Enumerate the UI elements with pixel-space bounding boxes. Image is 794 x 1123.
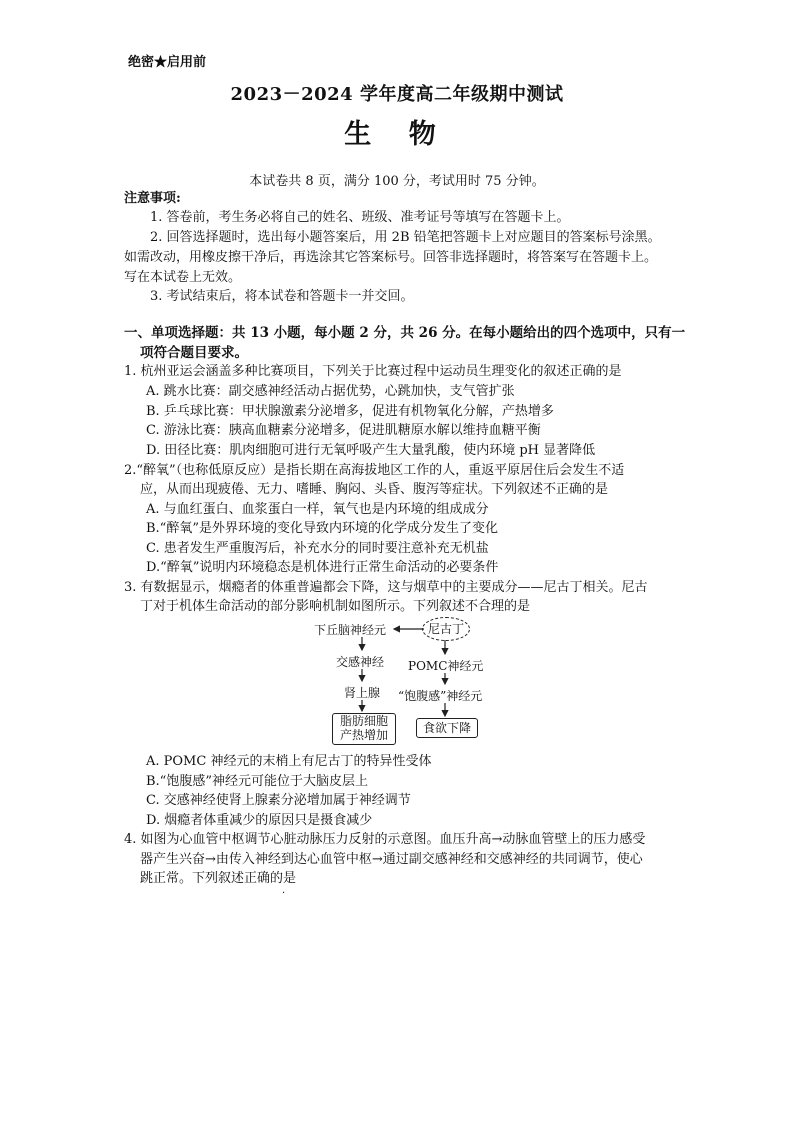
exam-title: 2023－2024 学年度高二年级期中测试 [230, 84, 564, 105]
question-3-option-c: C. 交感神经使肾上腺素分泌增加属于神经调节 [146, 793, 411, 808]
hypothalamus-neuron-label: 下丘脑神经元 [314, 623, 387, 637]
pomc-neuron-label: POMC神经元 [408, 659, 484, 673]
confidential-label: 绝密★启用前 [128, 55, 207, 70]
exam-info: 本试卷共 8 页，满分 100 分，考试用时 75 分钟。 [249, 174, 545, 189]
question-3-stem: 3. 有数据显示，烟瘾者的体重普遍都会下降，这与烟草中的主要成分——尼古丁相关。尼古 [124, 580, 648, 595]
question-3-option-b: B.“饱腹感”神经元可能位于大脑皮层上 [146, 774, 368, 789]
satiety-neuron-label: “饱腹感”神经元 [398, 689, 483, 703]
question-4-stem-cont-2: 跳正常。下列叙述正确的是 [140, 871, 297, 886]
question-1-option-b: B. 乒乓球比赛：甲状腺激素分泌增多，促进有机物氧化分解，产热增多 [146, 404, 554, 419]
note-line: 如需改动，用橡皮擦干净后，再选涂其它答案标号。回答非选择题时，将答案写在答题卡上。 [124, 250, 658, 265]
fat-cell-line-2: 产热增加 [339, 728, 388, 742]
question-2-stem-cont: 应，从而出现疲倦、无力、嗜睡、胸闷、头昏、腹泻等症状。下列叙述不正确的是 [140, 482, 609, 497]
question-2-option-b: B.“醉氧”是外界环境的变化导致内环境的化学成分发生了变化 [146, 521, 498, 536]
nicotine-mechanism-diagram [300, 614, 510, 744]
note-line: 1. 答卷前，考生务必将自己的姓名、班级、准考证号等填写在答题卡上。 [150, 210, 570, 225]
question-2-stem: 2.“醉氧”（也称低原反应）是指长期在高海拔地区工作的人，重返平原居住后会发生不适 [124, 463, 625, 478]
question-2-option-c: C. 患者发生严重腹泻后，补充水分的同时要注意补充无机盐 [146, 541, 489, 556]
question-2-option-d: D.“醉氧”说明内环境稳态是机体进行正常生命活动的必要条件 [146, 560, 499, 575]
notes-heading: 注意事项: [124, 191, 181, 206]
sympathetic-nerve-label: 交感神经 [336, 655, 385, 669]
note-line: 3. 考试结束后，将本试卷和答题卡一并交回。 [150, 289, 414, 304]
question-3-stem-cont: 丁对于机体生命活动的部分影响机制如图所示。下列叙述不合理的是 [140, 599, 531, 614]
question-4-stem-cont: 器产生兴奋→由传入神经到达心血管中枢→通过副交感神经和交感神经的共同调节，使心 [140, 852, 643, 867]
question-1-option-c: C. 游泳比赛：胰高血糖素分泌增多，促进肌糖原水解以维持血糖平衡 [146, 423, 541, 438]
section-heading-cont: 项符合题目要求。 [140, 345, 248, 361]
nicotine-node: 尼古丁 [422, 617, 470, 641]
footer-mark: · [282, 888, 286, 899]
fat-cell-line-1: 脂肪细胞 [339, 714, 388, 728]
question-2-option-a: A. 与血红蛋白、血浆蛋白一样，氧气也是内环境的组成成分 [146, 502, 489, 517]
note-line: 2. 回答选择题时，选出每小题答案后，用 2B 铅笔把答题卡上对应题目的答案标号涂黑。 [150, 230, 661, 245]
note-line: 写在本试卷上无效。 [124, 270, 242, 285]
section-heading: 一、单项选择题：共 13 小题，每小题 2 分，共 26 分。在每小题给出的四个选项中，只有一 [124, 325, 686, 341]
subject-title: 生 物 [344, 119, 450, 150]
appetite-decrease-box: 食欲下降 [416, 718, 478, 738]
question-3-option-d: D. 烟瘾者体重减少的原因只是摄食减少 [146, 813, 373, 828]
adrenal-gland-label: 肾上腺 [344, 686, 381, 700]
question-1-option-a: A. 跳水比赛：副交感神经活动占据优势，心跳加快，支气管扩张 [146, 384, 515, 399]
question-1-option-d: D. 田径比赛：肌肉细胞可进行无氧呼吸产生大量乳酸，使内环境 pH 显著降低 [146, 443, 596, 458]
fat-cell-box [332, 713, 396, 745]
question-4-stem: 4. 如图为心血管中枢调节心脏动脉压力反射的示意图。血压升高→动脉血管壁上的压力感受 [124, 832, 646, 847]
question-1-stem: 1. 杭州亚运会涵盖多种比赛项目，下列关于比赛过程中运动员生理变化的叙述正确的是 [124, 364, 622, 379]
question-3-option-a: A. POMC 神经元的末梢上有尼古丁的特异性受体 [146, 754, 432, 769]
